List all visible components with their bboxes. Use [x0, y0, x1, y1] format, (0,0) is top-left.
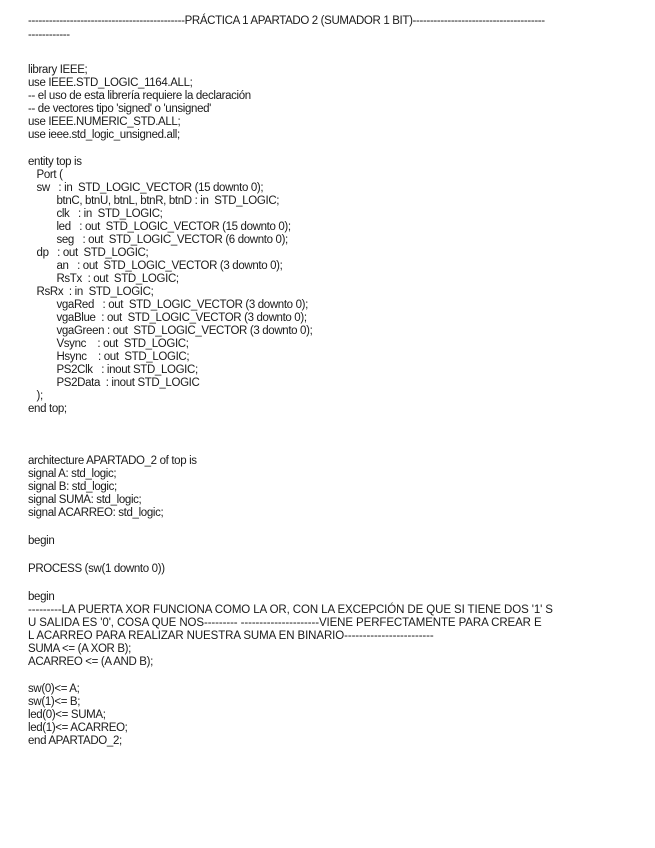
code-line: end APARTADO_2; — [28, 735, 122, 747]
code-line: sw(0)<= A; — [28, 683, 80, 695]
code-line: ACARREO <= (A AND B); — [28, 656, 153, 668]
code-line: sw : in STD_LOGIC_VECTOR (15 downto 0); — [28, 182, 264, 194]
practice-header-line: ---------------------------------------------PRÁCTICA 1 APARTADO 2 (SUMADOR 1 BIT)-------------------------------------- — [28, 15, 545, 27]
code-line: led(1)<= ACARREO; — [28, 722, 128, 734]
code-line: led(0)<= SUMA; — [28, 709, 106, 721]
code-line: begin — [28, 535, 55, 547]
code-line: entity top is — [28, 156, 82, 168]
code-line: btnC, btnU, btnL, btnR, btnD : in STD_LOGIC; — [28, 195, 280, 207]
code-line: signal A: std_logic; — [28, 468, 117, 480]
code-line: SUMA <= (A XOR B); — [28, 643, 131, 655]
code-line: use ieee.std_logic_unsigned.all; — [28, 129, 180, 141]
code-line: PS2Data : inout STD_LOGIC — [28, 377, 200, 389]
code-line: vgaRed : out STD_LOGIC_VECTOR (3 downto 0); — [28, 299, 308, 311]
code-line: sw(1)<= B; — [28, 696, 81, 708]
comment-line: L ACARREO PARA REALIZAR NUESTRA SUMA EN BINARIO------------------------ — [28, 630, 434, 642]
code-line: use IEEE.STD_LOGIC_1164.ALL; — [28, 77, 193, 89]
practice-header-line-continuation: ------------ — [28, 29, 70, 41]
code-line: seg : out STD_LOGIC_VECTOR (6 downto 0); — [28, 234, 288, 246]
code-line: dp : out STD_LOGIC; — [28, 247, 149, 259]
comment-line: -- de vectores tipo 'signed' o 'unsigned' — [28, 103, 212, 115]
code-line: vgaBlue : out STD_LOGIC_VECTOR (3 downto 0); — [28, 312, 307, 324]
code-line: ); — [28, 390, 43, 402]
code-line: signal B: std_logic; — [28, 481, 117, 493]
code-line: architecture APARTADO_2 of top is — [28, 455, 197, 467]
code-line: begin — [28, 591, 55, 603]
code-line: Vsync : out STD_LOGIC; — [28, 338, 189, 350]
code-line: Hsync : out STD_LOGIC; — [28, 351, 190, 363]
comment-line: ---------LA PUERTA XOR FUNCIONA COMO LA OR, CON LA EXCEPCIÓN DE QUE SI TIENE DOS '1' S — [28, 604, 553, 616]
code-line: Port ( — [28, 169, 63, 181]
code-line: clk : in STD_LOGIC; — [28, 208, 163, 220]
code-line: signal ACARREO: std_logic; — [28, 507, 164, 519]
code-line: RsTx : out STD_LOGIC; — [28, 273, 179, 285]
code-line: led : out STD_LOGIC_VECTOR (15 downto 0); — [28, 221, 291, 233]
comment-line: U SALIDA ES '0', COSA QUE NOS--------- ---------------------VIENE PERFECTAMENTE PARA CREAR E — [28, 617, 542, 629]
code-line: signal SUMA: std_logic; — [28, 494, 142, 506]
code-line: library IEEE; — [28, 64, 88, 76]
comment-line: -- el uso de esta librería requiere la declaración — [28, 90, 251, 102]
code-line: PROCESS (sw(1 downto 0)) — [28, 563, 165, 575]
code-line: RsRx : in STD_LOGIC; — [28, 286, 154, 298]
code-line: vgaGreen : out STD_LOGIC_VECTOR (3 downto 0); — [28, 325, 313, 337]
code-line: an : out STD_LOGIC_VECTOR (3 downto 0); — [28, 260, 283, 272]
code-line: end top; — [28, 403, 67, 415]
code-line: PS2Clk : inout STD_LOGIC; — [28, 364, 198, 376]
code-line: use IEEE.NUMERIC_STD.ALL; — [28, 116, 181, 128]
